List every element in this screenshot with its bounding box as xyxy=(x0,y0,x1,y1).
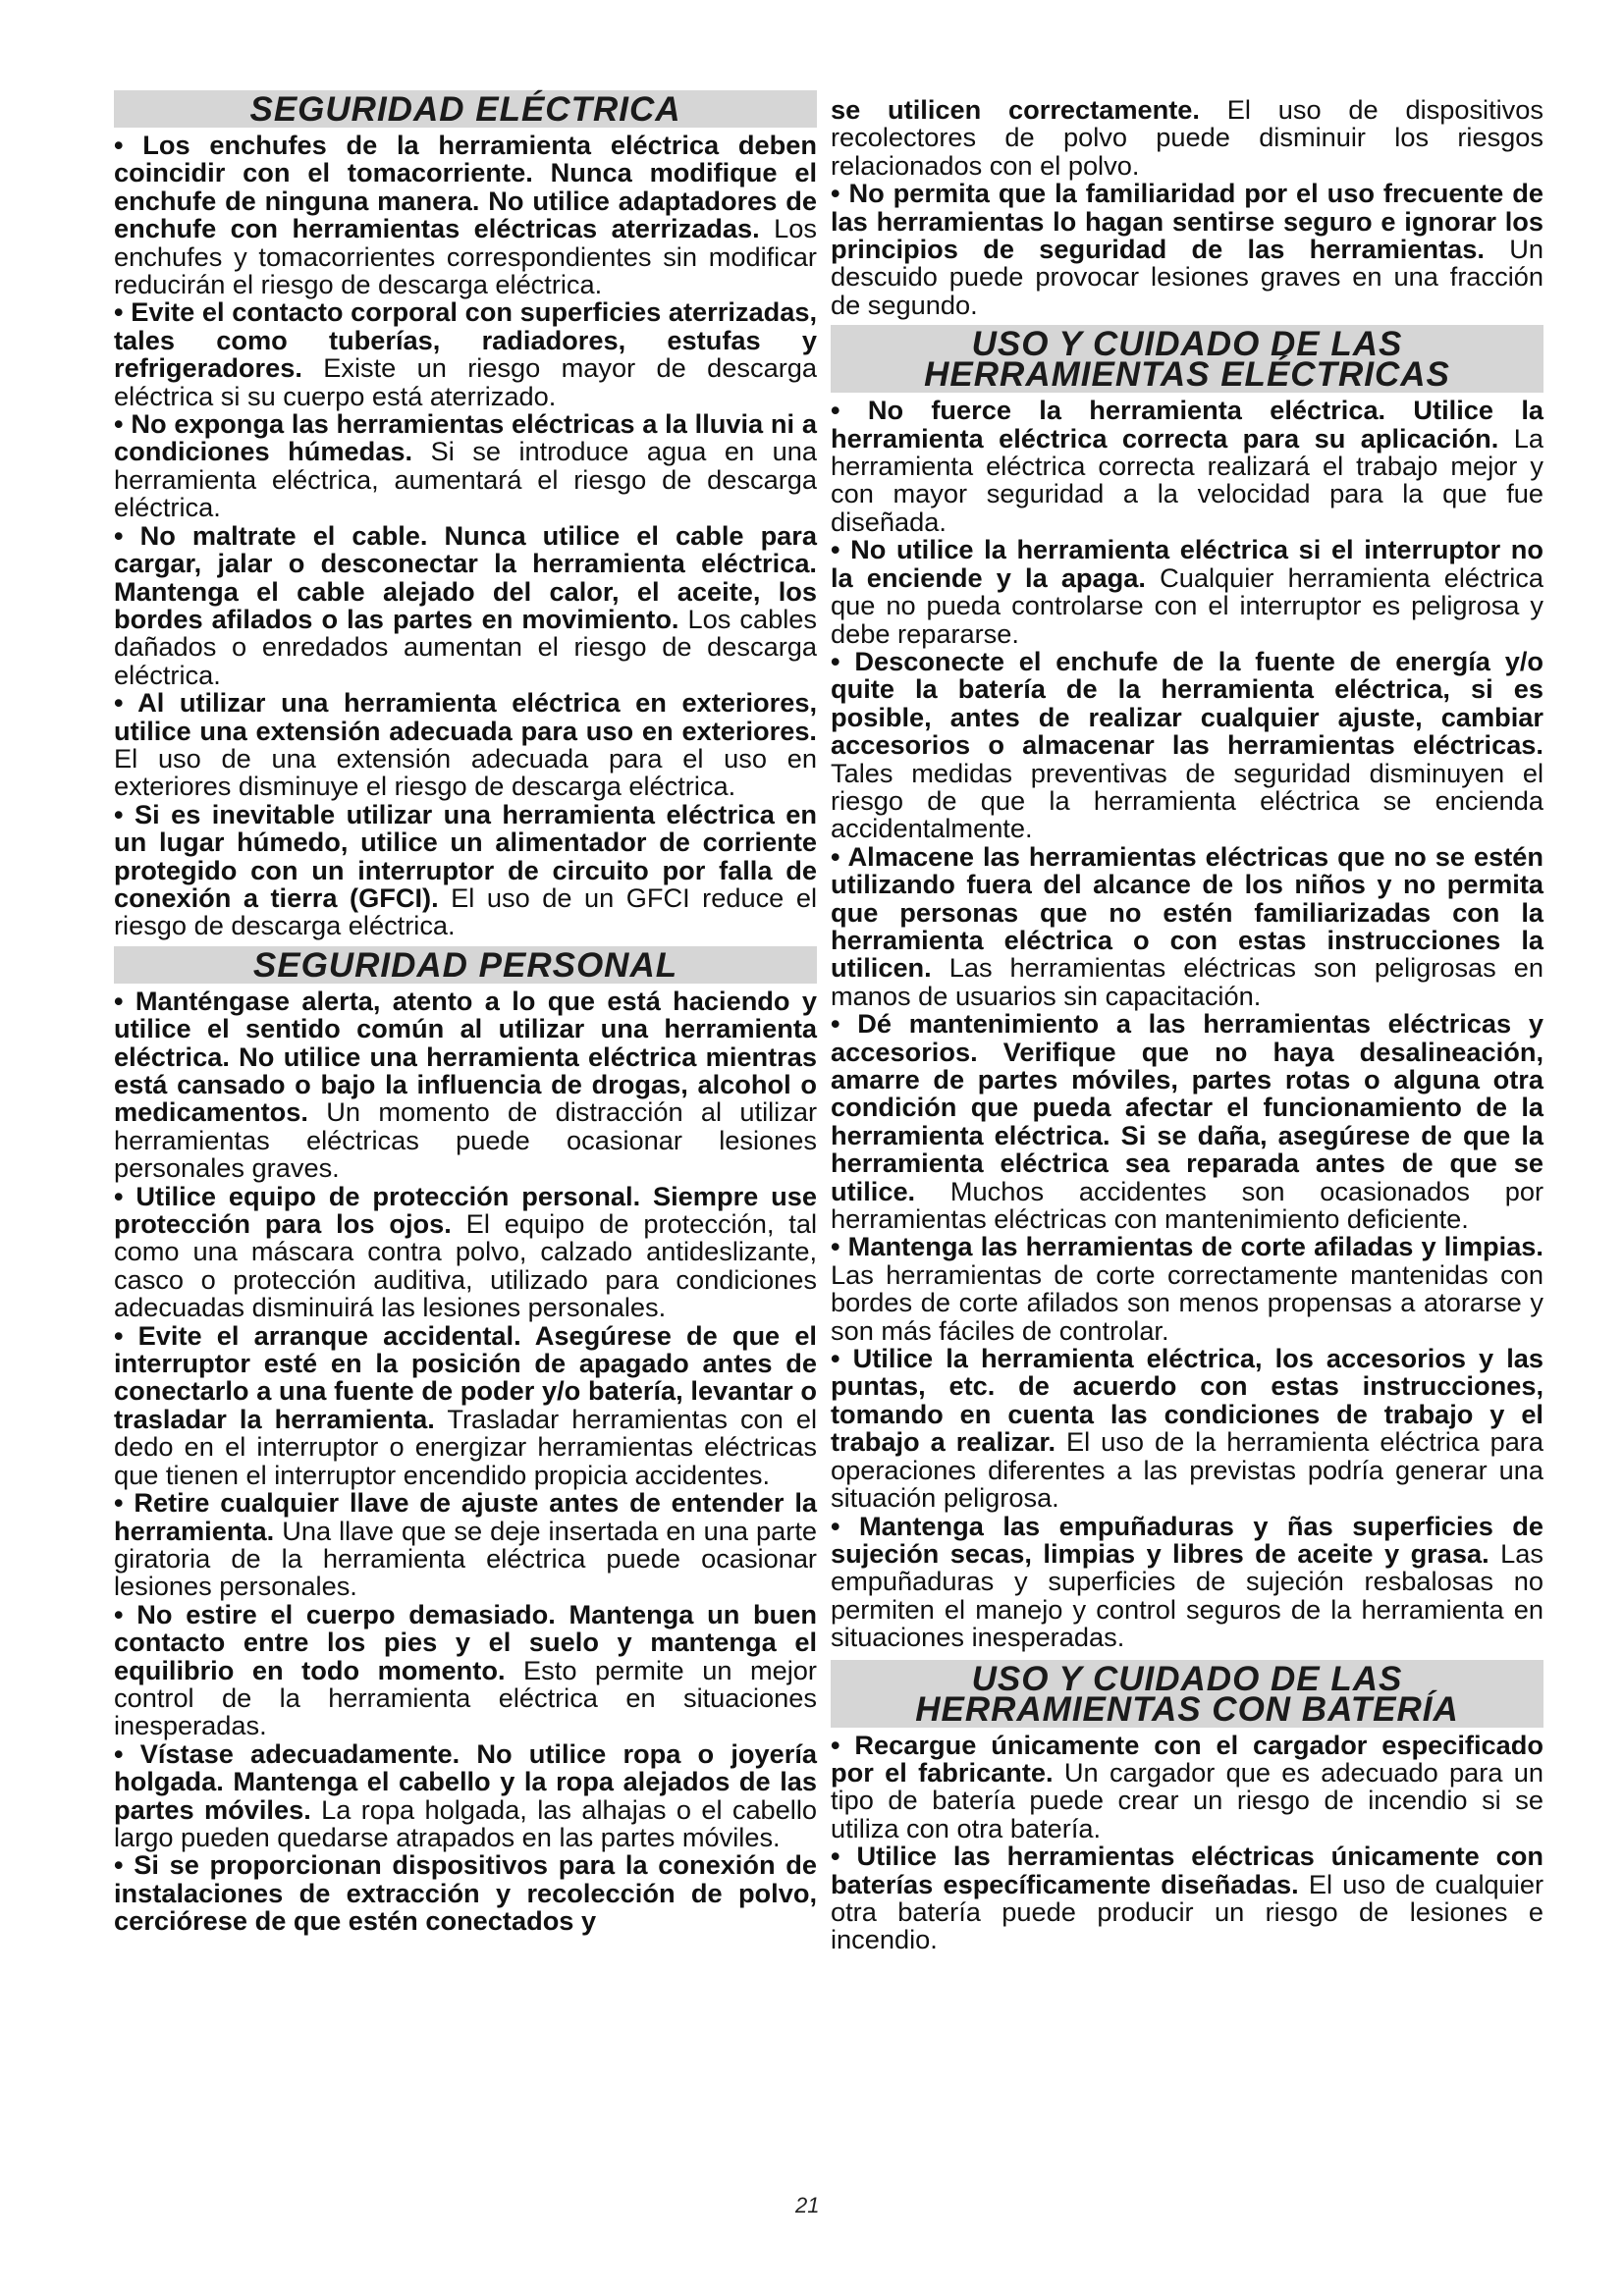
list-item: • Recargue únicamente con el cargador especificado por el fabricante. Un cargador que es adecuado para un tipo de batería puede crear un riesgo de incendio si se utiliza con otra batería. xyxy=(831,1732,1543,1843)
list-item: • Desconecte el enchufe de la fuente de energía y/o quite la batería de la herramienta eléctrica, si es posible, antes de realizar cualquier ajuste, cambiar accesorios o almacenar las herramientas eléctricas. Tales medidas preventivas de seguridad disminuyen el riesgo de que la herramienta eléctrica se encienda accidentalmente. xyxy=(831,648,1543,843)
list-item: • Utilice la herramienta eléctrica, los accesorios y las puntas, etc. de acuerdo con estas instrucciones, tomando en cuenta las condiciones de trabajo y el trabajo a realizar. El uso de la herramienta eléctrica para operaciones diferentes a las previstas podría generar una situación peligrosa. xyxy=(831,1345,1543,1512)
list-item: • Evite el contacto corporal con superficies aterrizadas, tales como tuberías, radiadores, estufas y refrigeradores. Existe un riesgo mayor de descarga eléctrica si su cuerpo está aterrizado. xyxy=(114,298,817,410)
list-item: • Evite el arranque accidental. Asegúrese de que el interruptor esté en la posición de apagado antes de conectarlo a una fuente de poder y/o batería, levantar o trasladar la herramienta. Trasladar herramientas con el dedo en el interruptor o energizar herramientas eléctricas que tienen el interruptor encendido propicia accidentes. xyxy=(114,1322,817,1489)
list-item: • No estire el cuerpo demasiado. Mantenga un buen contacto entre los pies y el suelo y mantenga el equilibrio en todo momento. Esto permite un mejor control de la herramienta eléctrica en situaciones inesperadas. xyxy=(114,1601,817,1740)
list-item: • No maltrate el cable. Nunca utilice el cable para cargar, jalar o desconectar la herramienta eléctrica. Mantenga el cable alejado del calor, el aceite, los bordes afilados o las partes en movimiento. Los cables dañados o enredados aumentan el riesgo de descarga eléctrica. xyxy=(114,522,817,689)
list-item: • No permita que la familiaridad por el uso frecuente de las herramientas lo hagan sentirse seguro e ignorar los principios de seguridad de las herramientas. Un descuido puede provocar lesiones graves en una fracción de segundo. xyxy=(831,180,1543,319)
list-item: • Si se proporcionan dispositivos para la conexión de instalaciones de extracción y recolección de polvo, cerciórese de que estén conectados y xyxy=(114,1851,817,1935)
left-column xyxy=(114,90,817,1936)
heading-line: HERRAMIENTAS ELÉCTRICAS xyxy=(924,355,1450,395)
list-item: • No utilice la herramienta eléctrica si el interruptor no la enciende y la apaga. Cualquier herramienta eléctrica que no pueda controlarse con el interruptor es peligrosa y debe repararse. xyxy=(831,536,1543,648)
list-item: • Mantenga las herramientas de corte afiladas y limpias. Las herramientas de corte correctamente mantenidas con bordes de corte afilados son menos propensas a atorarse y son más fáciles de controlar. xyxy=(831,1233,1543,1345)
list-item: • No fuerce la herramienta eléctrica. Utilice la herramienta eléctrica correcta para su aplicación. La herramienta eléctrica correcta realizará el trabajo mejor y con mayor seguridad a la velocidad para la que fue diseñada. xyxy=(831,397,1543,536)
list-item: • Almacene las herramientas eléctricas que no se estén utilizando fuera del alcance de los niños y no permita que personas que no estén familiarizadas con la herramienta eléctrica o con estas instrucciones la utilicen. Las herramientas eléctricas son peligrosas en manos de usuarios sin capacitación. xyxy=(831,843,1543,1010)
page-number: 21 xyxy=(795,2193,820,2217)
list-item: • Al utilizar una herramienta eléctrica en exteriores, utilice una extensión adecuada para uso en exteriores. El uso de una extensión adecuada para el uso en exteriores disminuye el riesgo de descarga eléctrica. xyxy=(114,689,817,801)
right-column xyxy=(831,96,1543,1954)
list-item: • No exponga las herramientas eléctricas a la lluvia ni a condiciones húmedas. Si se introduce agua en una herramienta eléctrica, aumentará el riesgo de descarga eléctrica. xyxy=(114,410,817,522)
list-item: • Vístase adecuadamente. No utilice ropa o joyería holgada. Mantenga el cabello y la ropa alejados de las partes móviles. La ropa holgada, las alhajas o el cabello largo pueden quedarse atrapados en las partes móviles. xyxy=(114,1740,817,1852)
list-item: • Utilice equipo de protección personal. Siempre use protección para los ojos. El equipo de protección, tal como una máscara contra polvo, calzado antideslizante, casco o protección auditiva, utilizado para condiciones adecuadas disminuirá las lesiones personales. xyxy=(114,1183,817,1322)
list-item: • Retire cualquier llave de ajuste antes de entender la herramienta. Una llave que se deje insertada en una parte giratoria de la herramienta eléctrica puede ocasionar lesiones personales. xyxy=(114,1489,817,1601)
list-item: • Manténgase alerta, atento a lo que está haciendo y utilice el sentido común al utilizar una herramienta eléctrica. No utilice una herramienta eléctrica mientras está cansado o bajo la influencia de drogas, alcohol o medicamentos. Un momento de distracción al utilizar herramientas eléctricas puede ocasionar lesiones personales graves. xyxy=(114,988,817,1183)
list-item: • Mantenga las empuñaduras y ñas superficies de sujeción secas, limpias y libres de aceite y grasa. Las empuñaduras y superficies de sujeción resbalosas no permiten el manejo y control seguros de la herramienta en situaciones inesperadas. xyxy=(831,1513,1543,1652)
list-item: • Los enchufes de la herramienta eléctrica deben coincidir con el tomacorriente. Nunca modifique el enchufe de ninguna manera. No utilice adaptadores de enchufe con herramientas eléctricas aterrizadas. Los enchufes y tomacorrientes correspondientes sin modificar reducirán el riesgo de descarga eléctrica. xyxy=(114,132,817,298)
list-item: • Si es inevitable utilizar una herramienta eléctrica en un lugar húmedo, utilice un alimentador de corriente protegido con un interruptor de circuito por falla de conexión a tierra (GFCI). El uso de un GFCI reduce el riesgo de descarga eléctrica. xyxy=(114,801,817,940)
list-item: • Dé mantenimiento a las herramientas eléctricas y accesorios. Verifique que no haya desalineación, amarre de partes móviles, partes rotas o alguna otra condición que pueda afectar el funcionamiento de la herramienta eléctrica. Si se daña, asegúrese de que la herramienta eléctrica sea reparada antes de que se utilice. Muchos accidentes son ocasionados por herramientas eléctricas con mantenimiento deficiente. xyxy=(831,1010,1543,1233)
heading-line: HERRAMIENTAS CON BATERÍA xyxy=(915,1689,1459,1729)
list-item: • Utilice las herramientas eléctricas únicamente con baterías específicamente diseñadas. El uso de cualquier otra batería puede producir un riesgo de lesiones e incendio. xyxy=(831,1842,1543,1954)
heading-battery-tool-use xyxy=(831,1660,1543,1728)
heading-line: USO Y CUIDADO DE LAS xyxy=(971,1659,1403,1698)
heading-personal-safety: SEGURIDAD PERSONAL xyxy=(114,946,817,984)
heading-line: USO Y CUIDADO DE LAS xyxy=(971,325,1403,364)
heading-electrical-safety: SEGURIDAD ELÉCTRICA xyxy=(114,90,817,128)
heading-power-tool-use xyxy=(831,325,1543,393)
continued-paragraph: se utilicen correctamente. El uso de dispositivos recolectores de polvo puede disminuir los riesgos relacionados con el polvo. xyxy=(831,94,1543,181)
